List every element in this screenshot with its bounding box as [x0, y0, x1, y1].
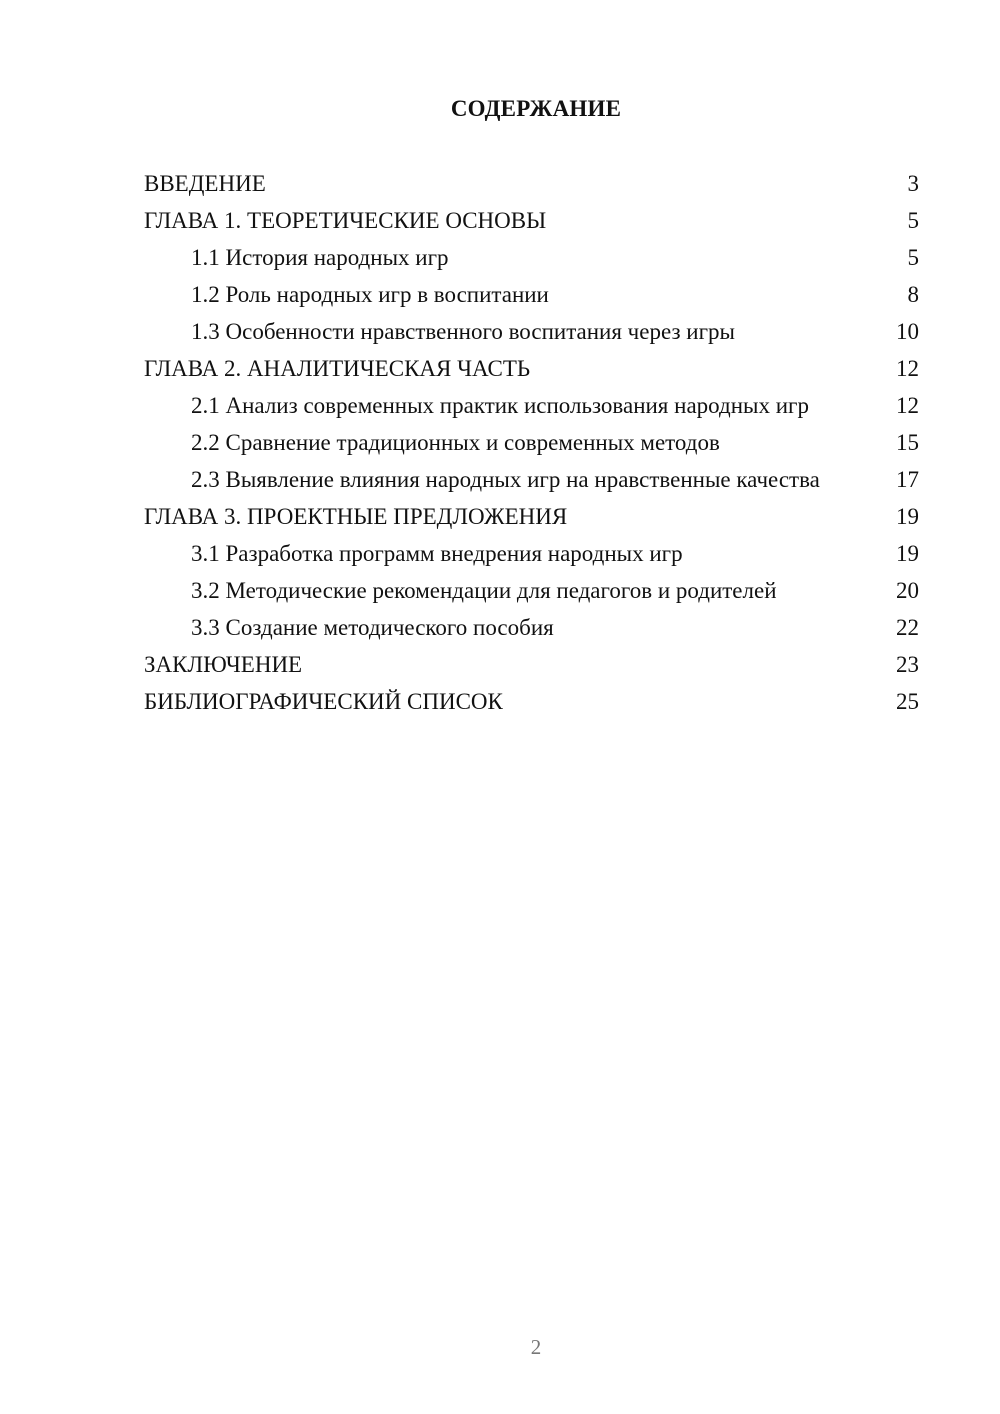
- toc-entry-1-1[interactable]: [144, 245, 919, 271]
- toc-entry-label: 1.2 Роль народных игр в воспитании: [191, 282, 549, 307]
- toc-entry-conclusion[interactable]: [144, 652, 919, 678]
- toc-entry-chapter-1[interactable]: [144, 208, 919, 234]
- toc-entry-label: 2.3 Выявление влияния народных игр на нравственные качества: [191, 467, 820, 492]
- toc-entry-label: ЗАКЛЮЧЕНИЕ: [144, 652, 303, 677]
- toc-entry-page: 12: [896, 356, 919, 381]
- toc-entry-2-3[interactable]: [144, 467, 919, 493]
- toc-entry-1-3[interactable]: [144, 319, 919, 345]
- toc-entry-page: 19: [896, 541, 919, 566]
- toc-entry-chapter-2[interactable]: [144, 356, 919, 382]
- toc-entry-label: 3.2 Методические рекомендации для педагогов и родителей: [191, 578, 777, 603]
- toc-entry-label: 2.2 Сравнение традиционных и современных методов: [191, 430, 720, 455]
- toc-entry-page: 5: [907, 208, 919, 233]
- toc-entry-label: ГЛАВА 3. ПРОЕКТНЫЕ ПРЕДЛОЖЕНИЯ: [144, 504, 568, 529]
- toc-entry-bibliography[interactable]: [144, 689, 919, 715]
- toc-entry-introduction[interactable]: [144, 171, 919, 197]
- toc-entry-label: ГЛАВА 1. ТЕОРЕТИЧЕСКИЕ ОСНОВЫ: [144, 208, 547, 233]
- toc-entry-label: 1.3 Особенности нравственного воспитания через игры: [191, 319, 735, 344]
- toc-entry-label: 3.1 Разработка программ внедрения народных игр: [191, 541, 683, 566]
- toc-entry-3-2[interactable]: [144, 578, 919, 604]
- toc-entry-label: 2.1 Анализ современных практик использования народных игр: [191, 393, 809, 418]
- toc-entry-page: 5: [907, 245, 919, 270]
- toc-entry-label: ГЛАВА 2. АНАЛИТИЧЕСКАЯ ЧАСТЬ: [144, 356, 531, 381]
- toc-entry-label: ВВЕДЕНИЕ: [144, 171, 266, 196]
- toc-entry-2-2[interactable]: [144, 430, 919, 456]
- page-number: 2: [530, 1335, 542, 1359]
- toc-entry-page: 19: [896, 504, 919, 529]
- toc-entry-chapter-3[interactable]: [144, 504, 919, 530]
- toc-entry-1-2[interactable]: [144, 282, 919, 308]
- toc-entry-page: 20: [896, 578, 919, 603]
- toc-entry-2-1[interactable]: [144, 393, 919, 419]
- toc-entry-page: 17: [896, 467, 919, 492]
- toc-entry-page: 15: [896, 430, 919, 455]
- page-title: СОДЕРЖАНИЕ: [450, 96, 622, 121]
- toc-entry-page: 10: [896, 319, 919, 344]
- toc-entry-3-3[interactable]: [144, 615, 919, 641]
- toc-entry-page: 23: [896, 652, 919, 677]
- toc-entry-label: 1.1 История народных игр: [191, 245, 449, 270]
- toc-entry-page: 3: [907, 171, 919, 196]
- toc-entry-3-1[interactable]: [144, 541, 919, 567]
- toc-entry-label: БИБЛИОГРАФИЧЕСКИЙ СПИСОК: [144, 689, 503, 714]
- table-of-contents: [144, 171, 919, 726]
- toc-entry-page: 12: [896, 393, 919, 418]
- toc-entry-page: 25: [896, 689, 919, 714]
- toc-entry-label: 3.3 Создание методического пособия: [191, 615, 554, 640]
- toc-entry-page: 8: [907, 282, 919, 307]
- toc-entry-page: 22: [896, 615, 919, 640]
